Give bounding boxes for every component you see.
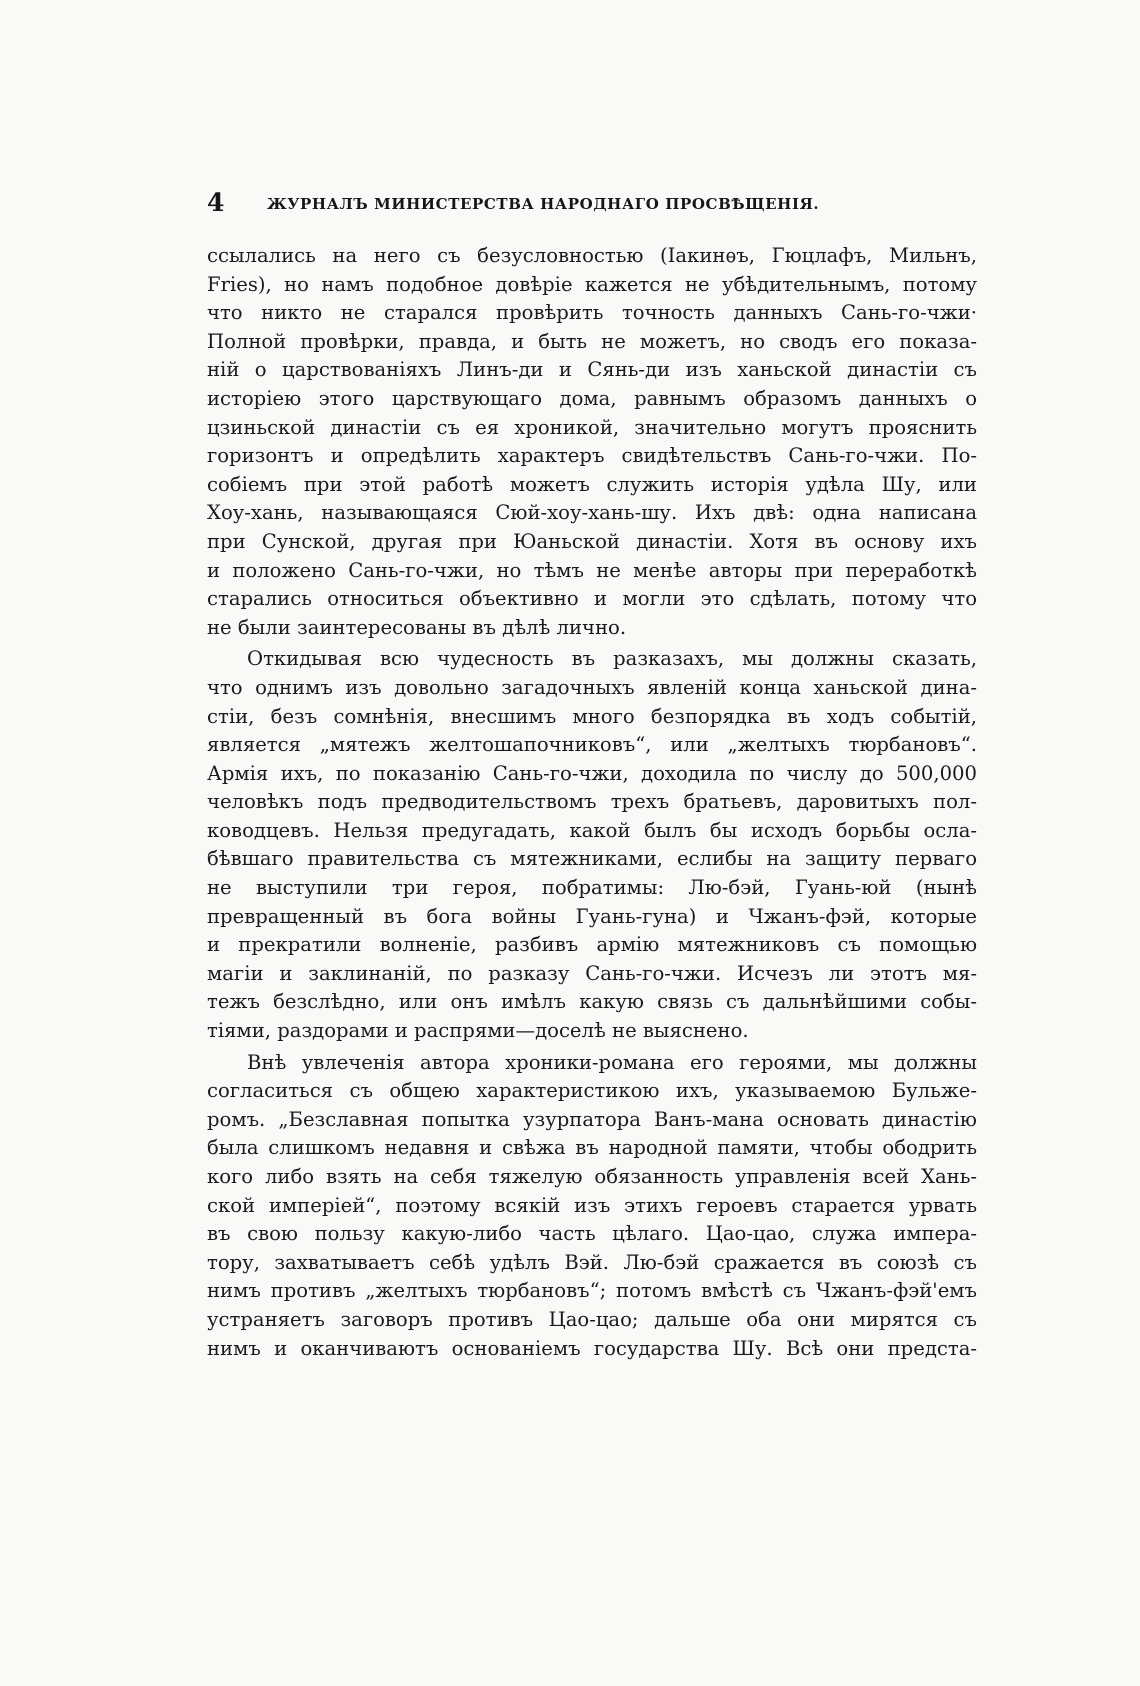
text-line: ссылались на него съ безусловностью (Іакинѳъ, Гюцлафъ, Мильнъ, [207,244,977,267]
text-line: стіи, безъ сомнѣнія, внесшимъ много безпорядка въ ходъ событій, [207,704,977,728]
text-line: горизонтъ и опредѣлить характеръ свидѣтельствъ Сань-го-чжи. По- [207,444,977,468]
text-line: ской имперіей“, поэтому всякій изъ этихъ героевъ старается урвать [207,1193,977,1217]
text-line: Внѣ увлеченія автора хроники-романа его героями, мы должны [247,1050,977,1074]
text-line: ній о царствованіяхъ Линъ-ди и Сянь-ди изъ ханьской династіи съ [207,358,977,382]
text-line: и положено Сань-го-чжи, но тѣмъ не менѣе авторы при переработкѣ [207,558,977,582]
text-line: собіемъ при этой работѣ можетъ служить исторія удѣла Шу, или [207,472,977,496]
text-line: согласиться съ общею характеристикою ихъ, указываемою Бульже- [207,1079,977,1103]
text-line: Армія ихъ, по показанію Сань-го-чжи, доходила по числу до 500,000 [207,761,977,785]
paragraph-1 [207,242,977,642]
text-line: ромъ. „Безславная попытка узурпатора Ванъ-мана основать династію [207,1107,977,1131]
page-number: 4 [207,188,225,217]
text-line: бѣвшаго правительства съ мятежниками, еслибы на защиту перваго [207,847,977,871]
text-line: что никто не старался провѣрить точность данныхъ Сань-го-чжи· [207,301,977,325]
text-line: кого либо взять на себя тяжелую обязанность управленія всей Хань- [207,1165,977,1188]
running-title: ЖУРНАЛЪ МИНИСТЕРСТВА НАРОДНАГО ПРОСВѢЩЕНІЯ. [267,195,820,213]
page-header [207,190,977,216]
text-line: ководцевъ. Нельзя предугадать, какой былъ бы исходъ борьбы осла- [207,818,977,842]
text-line: исторіею этого царствующаго дома, равнымъ образомъ данныхъ о [207,386,977,410]
text-line: и прекратили волненіе, разбивъ армію мятежниковъ съ помощью [207,933,977,957]
text-line: Полной провѣрки, правда, и быть не можетъ, но сводъ его показа- [207,329,977,353]
text-line: была слишкомъ недавня и свѣжа въ народной памяти, чтобы ободрить [207,1136,977,1160]
text-line: старались относиться объективно и могли это сдѣлать, потому что [207,587,977,611]
text-line: не выступили три героя, побратимы: Лю-бэй, Гуань-юй (нынѣ [207,876,977,900]
text-line: тору, захватываетъ себѣ удѣлъ Вэй. Лю-бэй сражается въ союзѣ съ [207,1250,977,1274]
text-line: устраняетъ заговоръ противъ Цао-цао; дальше оба они мирятся съ [207,1307,977,1331]
paragraph-2 [207,645,977,1045]
text-line: магіи и заклинаній, по разказу Сань-го-чжи. Исчезъ ли этотъ мя- [207,961,977,985]
paragraph-3 [207,1049,977,1364]
text-line: при Сунской, другая при Юаньской династіи. Хотя въ основу ихъ [207,529,977,553]
text-line: Fries), но намъ подобное довѣріе кажется не убѣдительнымъ, потому [207,272,977,296]
text-line: нимъ противъ „желтыхъ тюрбановъ“; потомъ вмѣстѣ съ Чжанъ-фэй'емъ [207,1279,977,1303]
text-line: человѣкъ подъ предводительствомъ трехъ братьевъ, даровитыхъ пол- [207,790,977,814]
text-line: что однимъ изъ довольно загадочныхъ явленій конца ханьской дина- [207,675,977,699]
body-text [207,242,977,1363]
text-line: тежъ безслѣдно, или онъ имѣлъ какую связь съ дальнѣйшими собы- [207,990,977,1014]
text-line: превращенный въ бога войны Гуань-гуна) и Чжанъ-фэй, которые [207,904,977,928]
text-line: не были заинтересованы въ дѣлѣ лично. [207,615,627,639]
text-line: Хоу-хань, называющаяся Сюй-хоу-хань-шу. Ихъ двѣ: одна написана [207,501,977,525]
text-line: цзиньской династіи съ ея хроникой, значительно могутъ прояснить [207,415,977,439]
text-line: нимъ и оканчиваютъ основаніемъ государства Шу. Всѣ они предста- [207,1336,977,1360]
text-line: является „мятежъ желтошапочниковъ“, или „желтыхъ тюрбановъ“. [207,733,977,757]
text-line: въ свою пользу какую-либо часть цѣлаго. Цао-цао, служа импера- [207,1222,977,1246]
text-line: Откидывая всю чудесность въ разказахъ, мы должны сказать, [247,647,977,671]
text-line: тіями, раздорами и распрями—доселѣ не выяснено. [207,1019,749,1043]
